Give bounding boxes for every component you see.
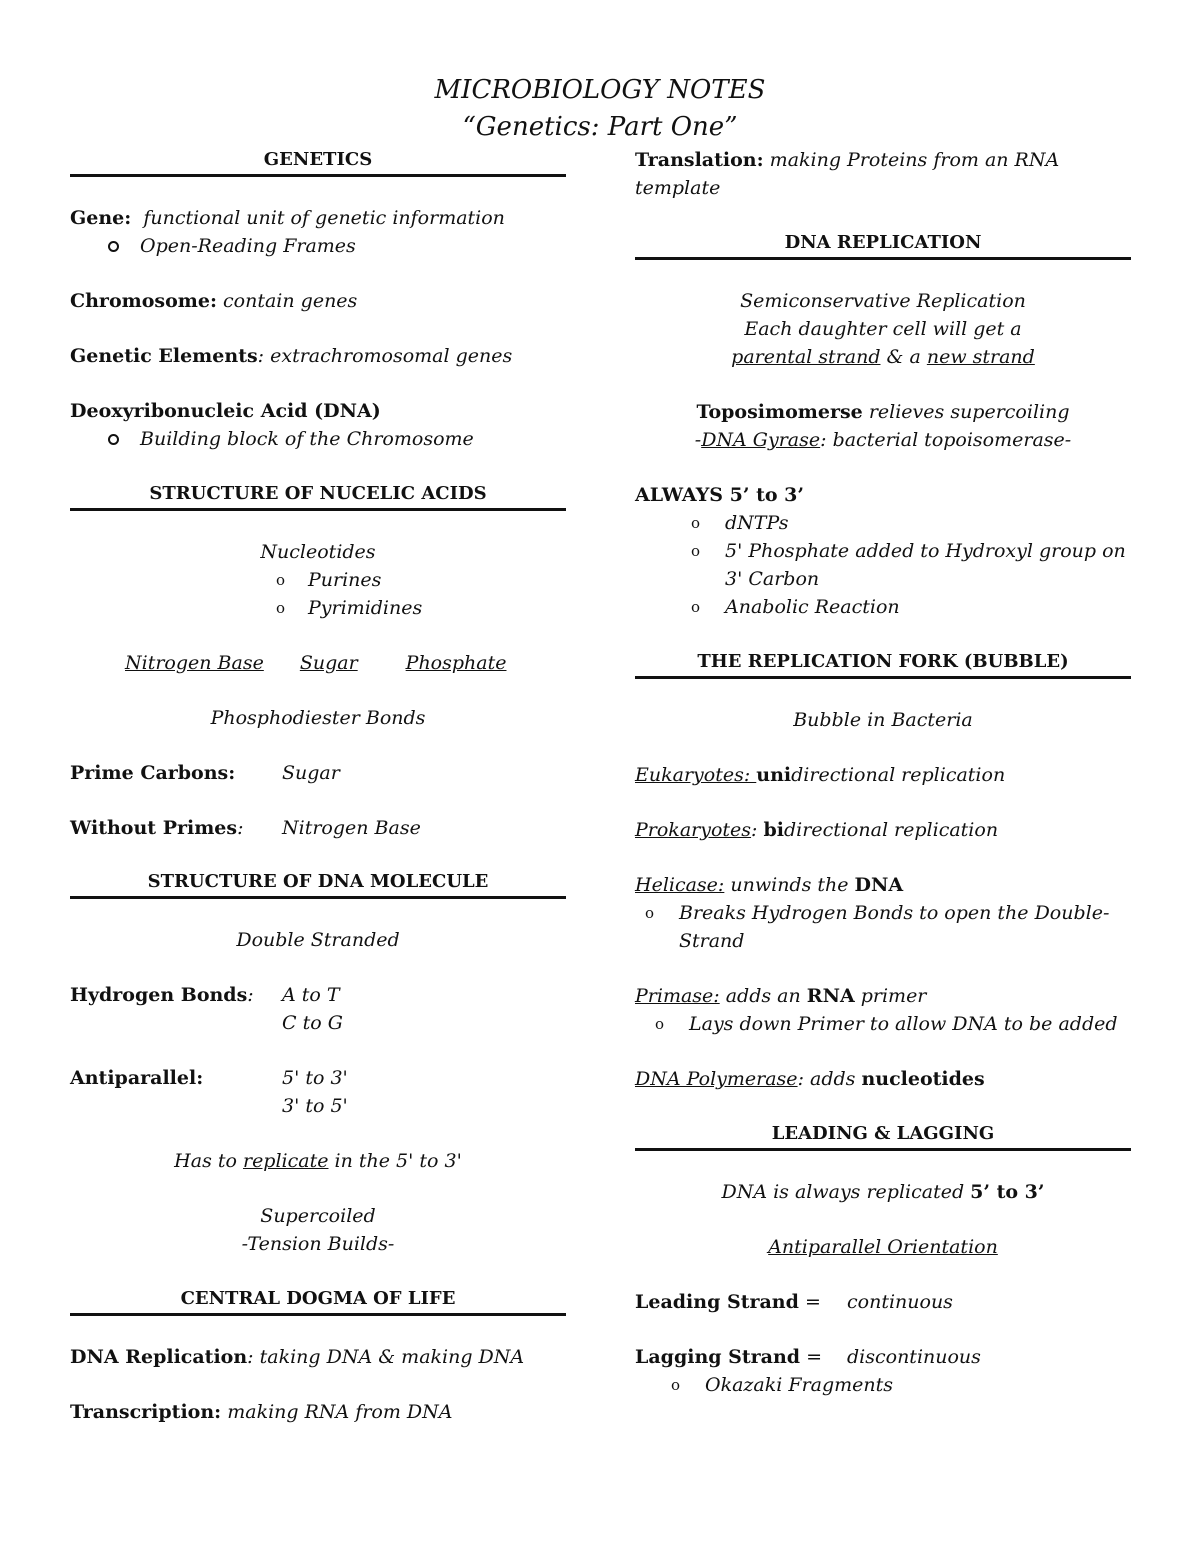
dna-replication-label: DNA Replication	[70, 1346, 248, 1368]
dna-bullet-text: Building block of the Chromosome	[140, 428, 474, 450]
antiparallel-entry	[70, 1064, 566, 1092]
without-primes-entry	[70, 814, 566, 842]
dna-replication-definition: : taking DNA & making DNA	[247, 1346, 525, 1368]
purines-bullet	[70, 566, 566, 594]
always-replicated-text	[635, 1178, 1131, 1206]
helicase-entry	[635, 871, 1131, 899]
parental-strand-text	[635, 343, 1131, 371]
topoisomerase-definition: relieves supercoiling	[862, 401, 1070, 423]
dna-label: Deoxyribonucleic Acid (DNA)	[70, 400, 381, 422]
okazaki-bullet	[635, 1371, 1131, 1399]
semiconservative-text: Semiconservative Replication	[740, 290, 1026, 312]
lagging-strand-label: Lagging Strand	[635, 1346, 801, 1368]
dna-replication-entry	[70, 1343, 566, 1371]
breaks-bullet	[635, 899, 1131, 927]
bullet-icon: o	[671, 1376, 681, 1394]
bullet-icon: o	[655, 1015, 665, 1033]
section-rule	[70, 508, 566, 511]
hydrogen-bonds-entry	[70, 981, 566, 1009]
replicate-word: replicate	[242, 1150, 329, 1172]
section-header-replication-fork: THE REPLICATION FORK (BUBBLE)	[697, 651, 1069, 672]
always-5-to-3	[635, 481, 1131, 509]
chromosome-entry	[70, 287, 566, 315]
genetic-elements-label: Genetic Elements	[70, 345, 258, 367]
pyrimidines-text: Pyrimidines	[308, 597, 423, 619]
always-label: ALWAYS 5’ to 3’	[635, 484, 804, 506]
prokaryotes-label: Prokaryotes	[635, 819, 752, 841]
genetic-elements-definition: : extrachromosomal genes	[257, 345, 513, 367]
chromosome-definition: contain genes	[223, 290, 358, 312]
three-to-five: 3' to 5'	[282, 1095, 348, 1117]
without-primes-label: Without Primes	[70, 817, 238, 839]
transcription-definition: making RNA from DNA	[227, 1401, 453, 1423]
antiparallel-orientation-text: Antiparallel Orientation	[768, 1236, 998, 1258]
nucleotides-text: Nucleotides	[260, 541, 376, 563]
gene-definition: functional unit of genetic information	[143, 207, 505, 229]
helicase-dna: DNA	[854, 874, 904, 896]
dntps-bullet	[635, 509, 1131, 537]
anabolic-bullet	[635, 593, 1131, 621]
gene-label: Gene:	[70, 207, 132, 229]
okazaki-text: Okazaki Fragments	[705, 1374, 894, 1396]
polymerase-nucleotides: nucleotides	[861, 1068, 985, 1090]
discontinuous-text: discontinuous	[847, 1346, 981, 1368]
strand-text: Strand	[679, 930, 745, 952]
carbon-bullet-cont	[635, 565, 1131, 593]
page-subtitle: “Genetics: Part One”	[462, 112, 738, 142]
breaks-text: Breaks Hydrogen Bonds to open the Double-	[679, 902, 1110, 924]
continuous-text: continuous	[847, 1291, 953, 1313]
leading-strand-entry	[635, 1288, 1131, 1316]
section-header-central-dogma: CENTRAL DOGMA OF LIFE	[180, 1288, 456, 1309]
section-header-genetics: GENETICS	[263, 149, 373, 170]
anabolic-text: Anabolic Reaction	[725, 596, 900, 618]
eukaryotes-entry	[635, 761, 1131, 789]
section-header-leading-lagging: LEADING & LAGGING	[771, 1123, 995, 1144]
transcription-entry	[70, 1398, 566, 1426]
a-to-t: A to T	[282, 984, 340, 1006]
hydrogen-bonds-label: Hydrogen Bonds	[70, 984, 248, 1006]
antiparallel-orientation	[635, 1233, 1131, 1261]
replicate-text	[70, 1147, 566, 1175]
helicase-label: Helicase:	[635, 874, 725, 896]
helicase-definition: unwinds the	[724, 874, 855, 896]
amp-a: & a	[880, 346, 927, 368]
section-rule	[635, 1148, 1131, 1151]
strand-bullet-cont	[635, 927, 1131, 955]
polymerase-label: DNA Polymerase	[635, 1068, 798, 1090]
section-header-nucleic-acids: STRUCTURE OF NUCELIC ACIDS	[149, 483, 487, 504]
primase-rna: RNA	[806, 985, 855, 1007]
gene-bullet-text: Open-Reading Frames	[140, 235, 356, 257]
translation-definition: making Proteins from an RNA	[769, 149, 1060, 171]
bullet-icon: o	[691, 514, 701, 532]
section-header-dna-molecule: STRUCTURE OF DNA MOLECULE	[147, 871, 489, 892]
section-header-dna-replication: DNA REPLICATION	[784, 232, 982, 253]
lays-text: Lays down Primer to allow DNA to be added	[689, 1013, 1118, 1035]
sugar: Sugar	[299, 652, 358, 674]
primase-primer: primer	[854, 985, 927, 1007]
prokaryotes-entry	[635, 816, 1131, 844]
gyrase-pre: -	[694, 429, 702, 451]
lagging-eq: =	[800, 1346, 823, 1368]
prime-carbons-entry	[70, 759, 566, 787]
polymerase-entry	[635, 1065, 1131, 1093]
primase-label: Primase:	[635, 985, 720, 1007]
double-stranded-text: Double Stranded	[236, 929, 400, 951]
nitrogen-base: Nitrogen Base	[125, 652, 264, 674]
prime-carbons-label: Prime Carbons:	[70, 762, 236, 784]
lagging-strand-entry	[635, 1343, 1131, 1371]
bubble-text: Bubble in Bacteria	[793, 709, 973, 731]
dntps-text: dNTPs	[725, 512, 789, 534]
dna-gyrase-entry	[635, 426, 1131, 454]
bullet-icon: o	[276, 571, 286, 589]
hydrogen-bonds-colon: :	[247, 984, 254, 1006]
primase-definition: adds an	[719, 985, 807, 1007]
leading-eq: =	[798, 1291, 821, 1313]
translation-label: Translation:	[635, 149, 764, 171]
without-primes-value: Nitrogen Base	[282, 817, 421, 839]
replicate-post: in the 5' to 3'	[328, 1150, 462, 1172]
c-to-g: C to G	[282, 1012, 343, 1034]
phosphodiester-text: Phosphodiester Bonds	[210, 707, 426, 729]
bi-prefix: bi	[763, 819, 785, 841]
phosphate-added-text: 5' Phosphate added to Hydroxyl group on	[725, 540, 1126, 562]
topoisomerase-label: Toposimomerse	[696, 401, 863, 423]
bullet-icon: o	[691, 598, 701, 616]
phosphate: Phosphate	[405, 652, 507, 674]
always-replicated-bold: 5’ to 3’	[970, 1181, 1045, 1203]
dna-entry	[70, 397, 566, 425]
pyrimidines-bullet	[70, 594, 566, 622]
gene-bullet	[70, 232, 566, 260]
bi-rest: directional replication	[784, 819, 999, 841]
topoisomerase-entry	[635, 398, 1131, 426]
bullet-icon: o	[276, 599, 286, 617]
gene-entry	[70, 204, 566, 232]
genetic-elements-entry	[70, 342, 566, 370]
antiparallel-label: Antiparallel:	[70, 1067, 204, 1089]
gyrase-post: : bacterial topoisomerase-	[820, 429, 1072, 451]
section-rule	[70, 896, 566, 899]
translation-definition-cont: template	[635, 177, 721, 199]
nucleotide-components	[70, 649, 566, 677]
polymerase-definition: : adds	[797, 1068, 862, 1090]
carbon-text: 3' Carbon	[725, 568, 820, 590]
right-column	[635, 146, 1131, 1399]
primase-entry	[635, 982, 1131, 1010]
parental-strand: parental strand	[731, 346, 881, 368]
left-column	[70, 146, 566, 1426]
eukaryotes-label: Eukaryotes:	[635, 764, 757, 786]
transcription-label: Transcription:	[70, 1401, 222, 1423]
dna-bullet	[70, 425, 566, 453]
translation-entry	[635, 146, 1131, 174]
always-replicated: DNA is always replicated	[721, 1181, 971, 1203]
five-to-three: 5' to 3'	[282, 1067, 348, 1089]
phosphate-bullet	[635, 537, 1131, 565]
chromosome-label: Chromosome:	[70, 290, 217, 312]
without-primes-colon: :	[237, 817, 244, 839]
purines-text: Purines	[308, 569, 382, 591]
section-rule	[635, 676, 1131, 679]
dna-gyrase: DNA Gyrase	[701, 429, 821, 451]
bullet-icon: o	[691, 542, 701, 560]
lays-bullet	[635, 1010, 1131, 1038]
tension-text: -Tension Builds-	[241, 1233, 395, 1255]
replicate-pre: Has to	[174, 1150, 243, 1172]
bullet-icon	[108, 241, 119, 252]
uni-prefix: uni	[756, 764, 792, 786]
prokaryotes-colon: :	[751, 819, 764, 841]
daughter-cell-text: Each daughter cell will get a	[744, 318, 1022, 340]
uni-rest: directional replication	[791, 764, 1006, 786]
section-rule	[70, 1313, 566, 1316]
prime-carbons-value: Sugar	[282, 762, 340, 784]
bullet-icon: o	[645, 904, 655, 922]
bullet-icon	[108, 434, 119, 445]
new-strand: new strand	[926, 346, 1035, 368]
section-rule	[70, 174, 566, 177]
leading-strand-label: Leading Strand	[635, 1291, 799, 1313]
supercoiled-text: Supercoiled	[260, 1205, 376, 1227]
section-rule	[635, 257, 1131, 260]
page-title: MICROBIOLOGY NOTES	[434, 75, 766, 105]
